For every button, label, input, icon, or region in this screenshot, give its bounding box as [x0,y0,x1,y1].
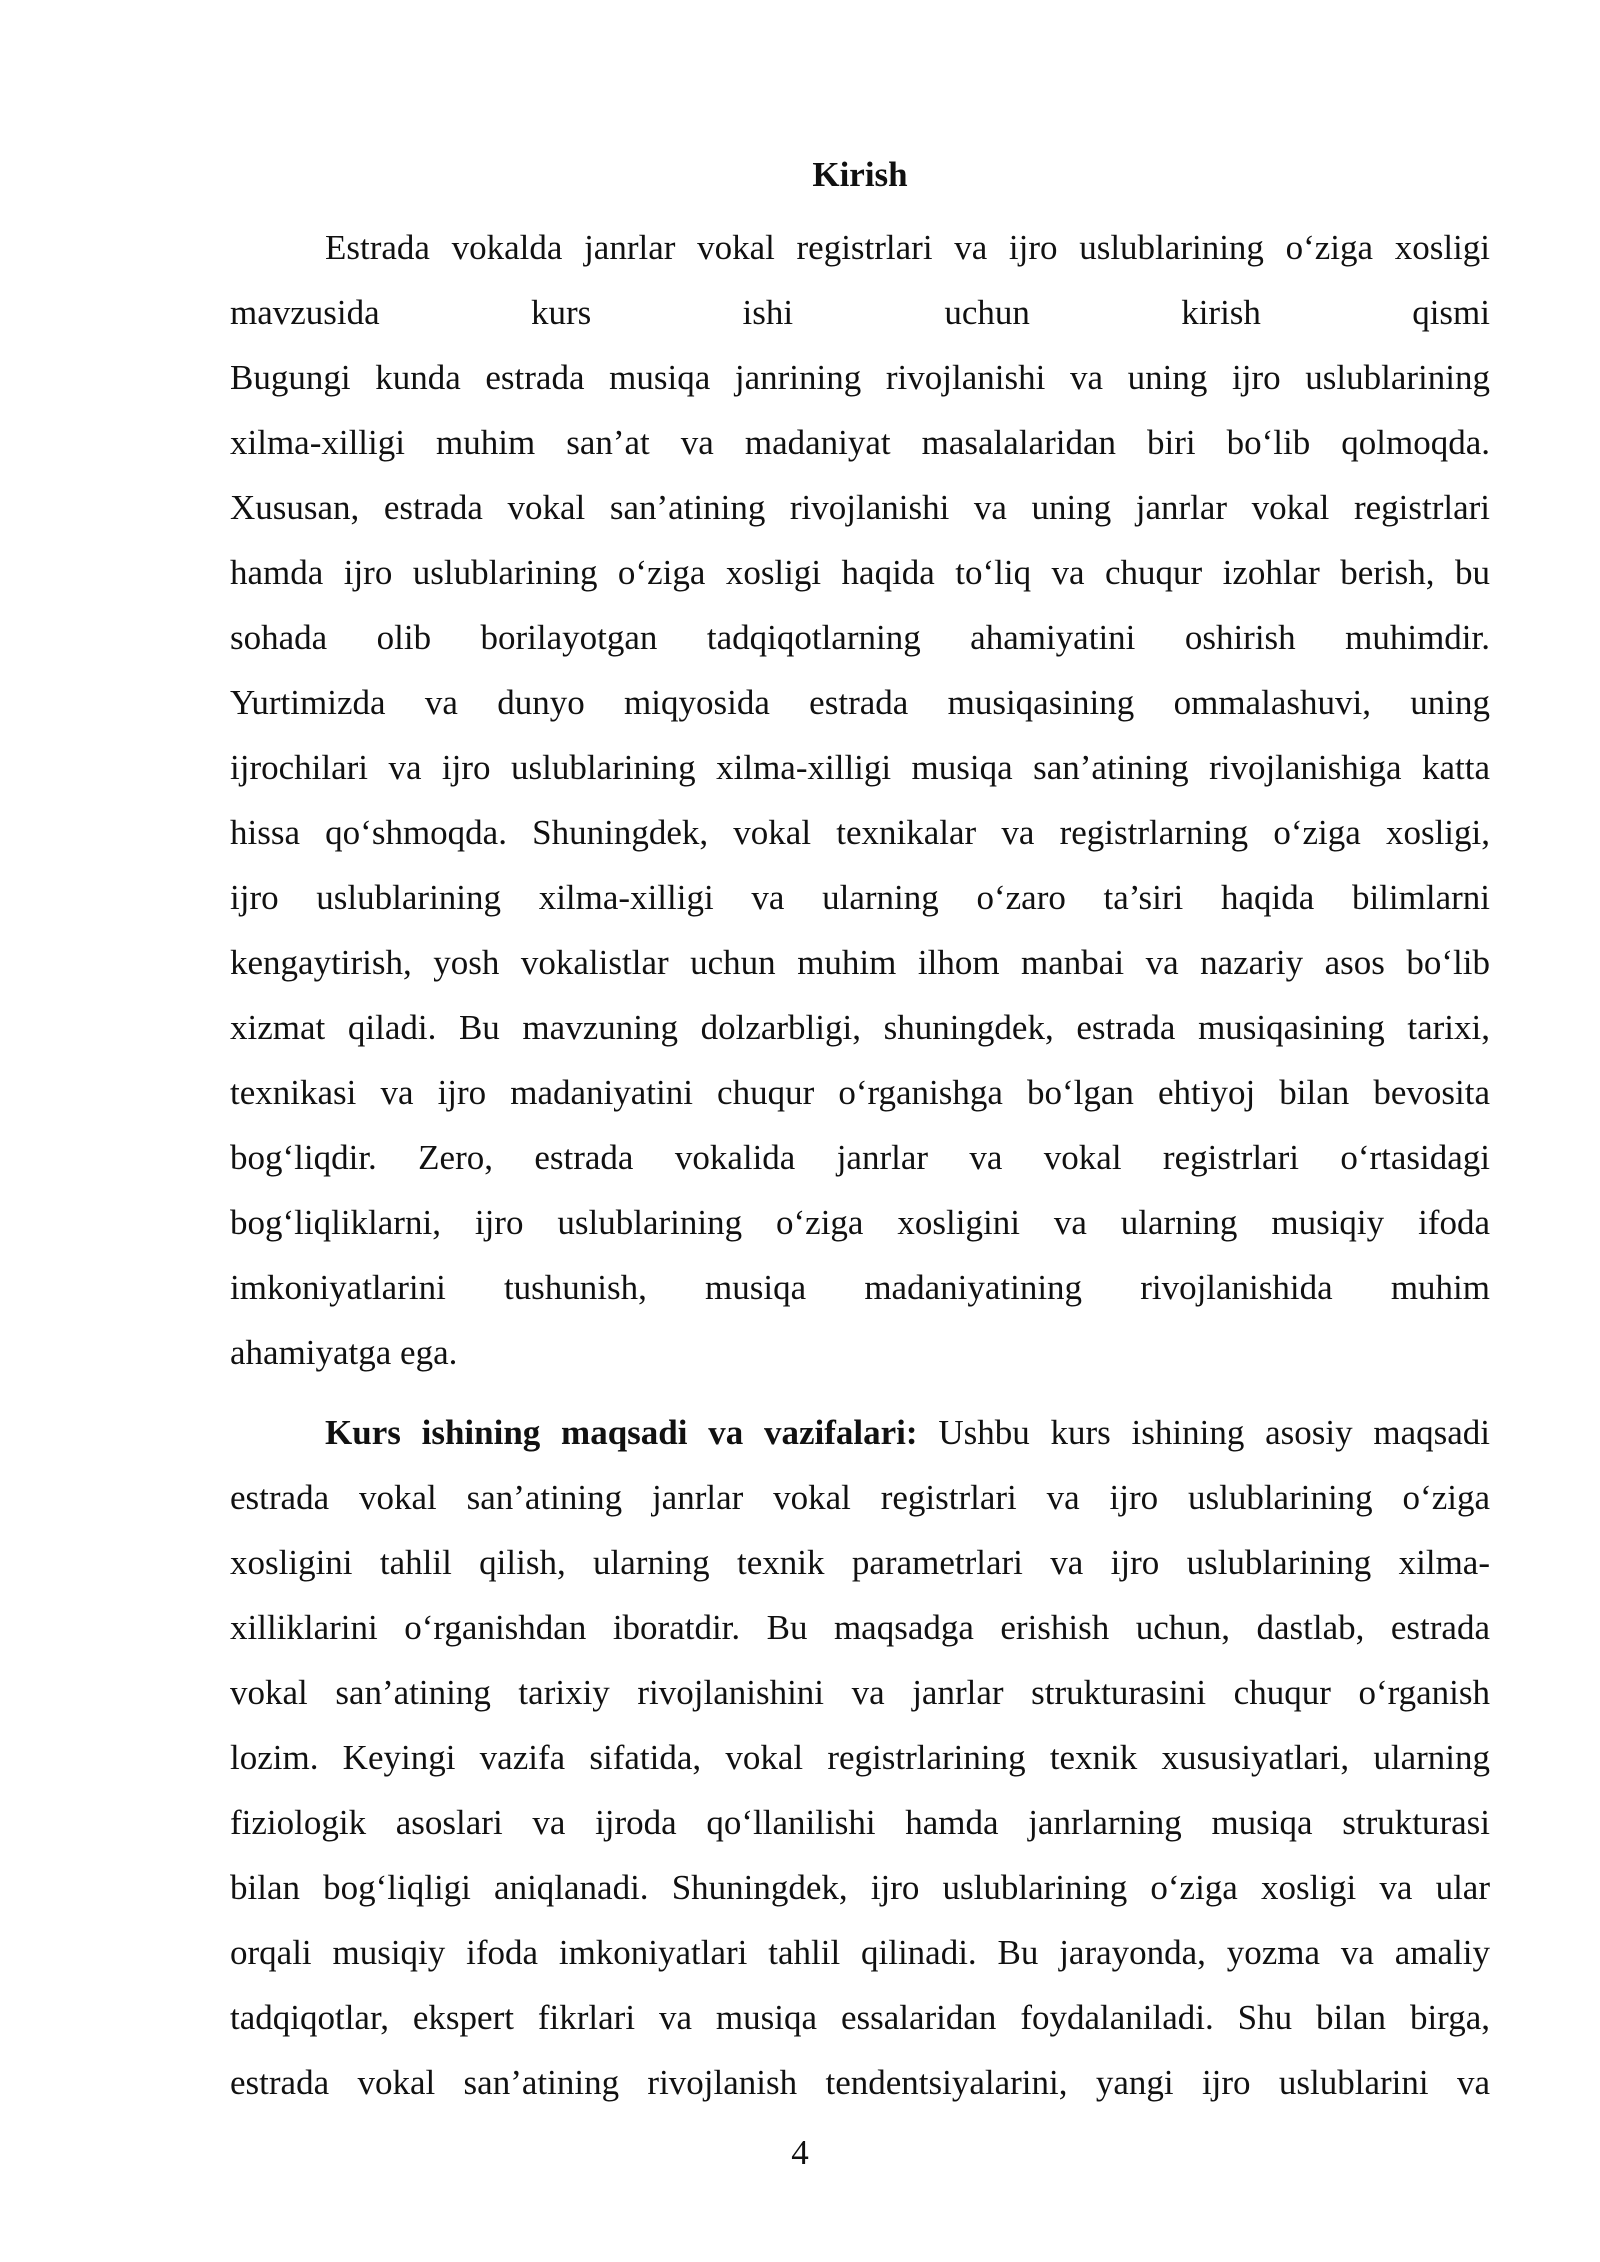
text-line: mavzusida kurs ishi uchun kirish qismi [230,293,1490,332]
text-line: bog‘liqdir. Zero, estrada vokalida janrlar va vokal registrlari o‘rtasidagi [230,1138,1490,1177]
text-line: hamda ijro uslublarining o‘ziga xosligi haqida to‘liq va chuqur izohlar berish, bu [230,553,1490,592]
text-line: sohada olib borilayotgan tadqiqotlarning ahamiyatini oshirish muhimdir. [230,618,1490,657]
text-line: Xususan, estrada vokal san’atining rivojlanishi va uning janrlar vokal registrlari [230,488,1490,527]
text-line: xilma-xilligi muhim san’at va madaniyat masalalaridan biri bo‘lib qolmoqda. [230,423,1490,462]
text-line: ahamiyatga ega. [230,1333,458,1372]
text-line: xilliklarini o‘rganishdan iboratdir. Bu maqsadga erishish uchun, dastlab, estrada [230,1608,1490,1647]
section-title: Kirish [812,155,908,194]
text-line: xosligini tahlil qilish, ularning texnik parametrlari va ijro uslublarining xilma- [230,1543,1490,1582]
text-line: kengaytirish, yosh vokalistlar uchun muhim ilhom manbai va nazariy asos bo‘lib [230,943,1490,982]
text-line: fiziologik asoslari va ijroda qo‘llanilishi hamda janrlarning musiqa strukturasi [230,1803,1490,1842]
text-line: texnikasi va ijro madaniyatini chuqur o‘rganishga bo‘lgan ehtiyoj bilan bevosita [230,1073,1490,1112]
text-line: vokal san’atining tarixiy rivojlanishini va janrlar strukturasini chuqur o‘rganish [230,1673,1490,1712]
intro-paragraph [230,215,1490,1385]
goals-heading: Kurs ishining maqsadi va vazifalari: [325,1413,918,1452]
text-line: orqali musiqiy ifoda imkoniyatlari tahlil qilinadi. Bu jarayonda, yozma va amaliy [230,1933,1490,1972]
text-line: bilan bog‘liqligi aniqlanadi. Shuningdek, ijro uslublarining o‘ziga xosligi va ular [230,1868,1490,1907]
text-line: imkoniyatlarini tushunish, musiqa madaniyatining rivojlanishida muhim [230,1268,1490,1307]
goals-paragraph [230,1400,1490,2115]
paragraph-gap [230,1385,1490,1400]
goals-first-line [230,1400,1490,1465]
text-line: lozim. Keyingi vazifa sifatida, vokal registrlarining texnik xususiyatlari, ularning [230,1738,1490,1777]
text-line: Estrada vokalda janrlar vokal registrlari va ijro uslublarining o‘ziga xosligi [325,228,1490,267]
text-line: ijrochilari va ijro uslublarining xilma-xilligi musiqa san’atining rivojlanishiga katta [230,748,1490,787]
text-line: ijro uslublarining xilma-xilligi va ularning o‘zaro ta’siri haqida bilimlarni [230,878,1490,917]
text-line: Yurtimizda va dunyo miqyosida estrada musiqasining ommalashuvi, uning [230,683,1490,722]
text-line: estrada vokal san’atining rivojlanish tendentsiyalarini, yangi ijro uslublarini va [230,2063,1490,2102]
text-line: xizmat qiladi. Bu mavzuning dolzarbligi, shuningdek, estrada musiqasining tarixi, [230,1008,1490,1047]
text-line: Bugungi kunda estrada musiqa janrining rivojlanishi va uning ijro uslublarining [230,358,1490,397]
text-line: tadqiqotlar, ekspert fikrlari va musiqa essalaridan foydalaniladi. Shu bilan birga, [230,1998,1490,2037]
text-line: bog‘liqliklarni, ijro uslublarining o‘ziga xosligini va ularning musiqiy ifoda [230,1203,1490,1242]
page-number: 4 [791,2133,809,2172]
text-line: hissa qo‘shmoqda. Shuningdek, vokal texnikalar va registrlarning o‘ziga xosligi, [230,813,1490,852]
goals-first-line-text: Ushbu kurs ishining asosiy maqsadi [917,1413,1490,1452]
page-content [230,150,1490,2115]
text-line: estrada vokal san’atining janrlar vokal registrlari va ijro uslublarining o‘ziga [230,1478,1490,1517]
